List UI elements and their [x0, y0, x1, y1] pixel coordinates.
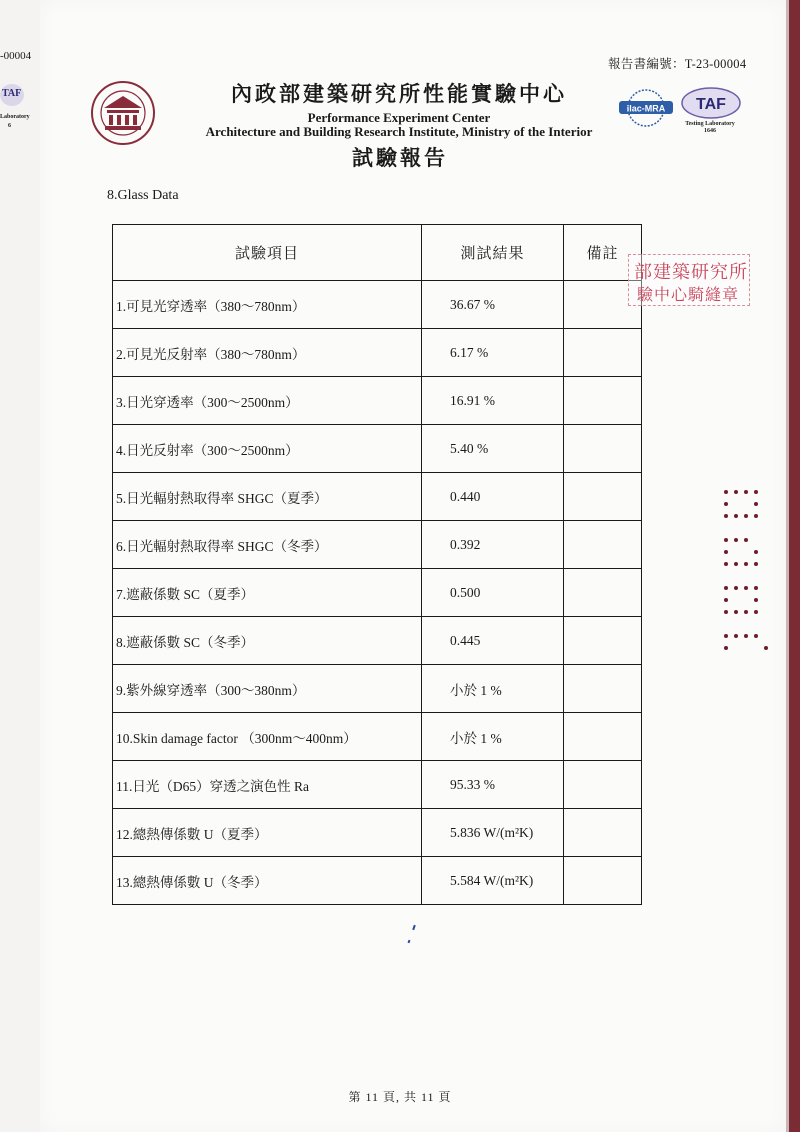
header-test-result: 測試結果: [422, 225, 564, 281]
test-result-cell: 5.584 W/(m²K): [422, 857, 564, 905]
report-number: 報告書編號：T-23-00004: [608, 57, 747, 71]
remarks-cell: [564, 665, 642, 713]
test-result-cell: 小於 1 %: [422, 665, 564, 713]
test-item-cell: 11.日光（D65）穿透之演色性 Ra: [113, 761, 422, 809]
table-header-row: [113, 225, 642, 281]
test-result-cell: 0.440: [422, 473, 564, 521]
test-result-cell: 0.392: [422, 521, 564, 569]
test-result-cell: 5.836 W/(m²K): [422, 809, 564, 857]
test-result-cell: 0.500: [422, 569, 564, 617]
table-row: [113, 665, 642, 713]
test-item-cell: 5.日光輻射熱取得率 SHGC（夏季）: [113, 473, 422, 521]
ilac-logo-text: ilac-MRA: [626, 103, 666, 114]
taf-lab-number: 1646: [704, 128, 716, 134]
section-title: 8.Glass Data: [107, 188, 179, 203]
remarks-cell: [564, 617, 642, 665]
test-result-cell: 小於 1 %: [422, 713, 564, 761]
document-title: 試驗報告: [352, 146, 448, 170]
test-item-cell: 2.可見光反射率（380～780nm）: [113, 329, 422, 377]
back-page-report-code: -00004: [0, 50, 32, 62]
back-page-taf-logo: TAF: [0, 84, 24, 106]
table-row: [113, 281, 642, 329]
test-result-cell: 5.40 %: [422, 425, 564, 473]
remarks-cell: [564, 809, 642, 857]
table-row: [113, 857, 642, 905]
table-row: [113, 521, 642, 569]
table-row: [113, 425, 642, 473]
remarks-cell: [564, 425, 642, 473]
glass-data-table: [112, 224, 642, 905]
test-result-cell: 0.445: [422, 617, 564, 665]
table-row: [113, 377, 642, 425]
test-item-cell: 7.遮蔽係數 SC（夏季）: [113, 569, 422, 617]
page-footer: 第 11 頁, 共 11 頁: [348, 1090, 452, 1104]
test-item-cell: 8.遮蔽係數 SC（冬季）: [113, 617, 422, 665]
org-name-en-line1: Performance Experiment Center: [307, 110, 491, 125]
seam-seal-stamp: [628, 254, 750, 306]
test-item-cell: 6.日光輻射熱取得率 SHGC（冬季）: [113, 521, 422, 569]
remarks-cell: [564, 857, 642, 905]
back-page-lab-number: 6: [8, 123, 11, 129]
table-row: [113, 569, 642, 617]
remarks-cell: [564, 761, 642, 809]
remarks-cell: [564, 521, 642, 569]
stamp-line2: 驗中心騎縫章: [637, 287, 740, 304]
org-name-en-line2: Architecture and Building Research Institute, Ministry of the Interior: [205, 124, 593, 139]
remarks-cell: [564, 569, 642, 617]
taf-logo-text: TAF: [696, 96, 726, 113]
test-item-cell: 9.紫外線穿透率（300～380nm）: [113, 665, 422, 713]
table-row: [113, 809, 642, 857]
underlying-page-strip: [0, 0, 41, 1132]
back-page-lab-text: Laboratory: [0, 114, 30, 120]
remarks-cell: [564, 329, 642, 377]
remarks-cell: [564, 713, 642, 761]
ilac-mra-logo: [617, 88, 675, 128]
remarks-cell: [564, 473, 642, 521]
test-result-cell: 36.67 %: [422, 281, 564, 329]
remarks-cell: [564, 377, 642, 425]
test-result-cell: 95.33 %: [422, 761, 564, 809]
org-name-zh: 內政部建築研究所性能實驗中心: [231, 82, 567, 106]
page-edge-highlight: [786, 0, 789, 1132]
test-item-cell: 13.總熱傳係數 U（冬季）: [113, 857, 422, 905]
header-test-item: 試驗項目: [113, 225, 422, 281]
perforation-mark: [720, 488, 776, 658]
test-item-cell: 12.總熱傳係數 U（夏季）: [113, 809, 422, 857]
table-row: [113, 329, 642, 377]
test-item-cell: 1.可見光穿透率（380～780nm）: [113, 281, 422, 329]
test-result-cell: 16.91 %: [422, 377, 564, 425]
header-remarks: 備註: [564, 225, 642, 281]
test-item-cell: 4.日光反射率（300～2500nm）: [113, 425, 422, 473]
test-item-cell: 3.日光穿透率（300～2500nm）: [113, 377, 422, 425]
stamp-line1: 部建築研究所: [634, 262, 748, 282]
taf-logo: [680, 86, 742, 120]
taf-lab-text: Testing Laboratory: [685, 121, 735, 127]
table-row: [113, 761, 642, 809]
table-row: [113, 617, 642, 665]
table-row: [113, 473, 642, 521]
abri-seal-logo: [90, 80, 156, 146]
test-item-cell: 10.Skin damage factor （300nm～400nm）: [113, 713, 422, 761]
table-row: [113, 713, 642, 761]
test-result-cell: 6.17 %: [422, 329, 564, 377]
